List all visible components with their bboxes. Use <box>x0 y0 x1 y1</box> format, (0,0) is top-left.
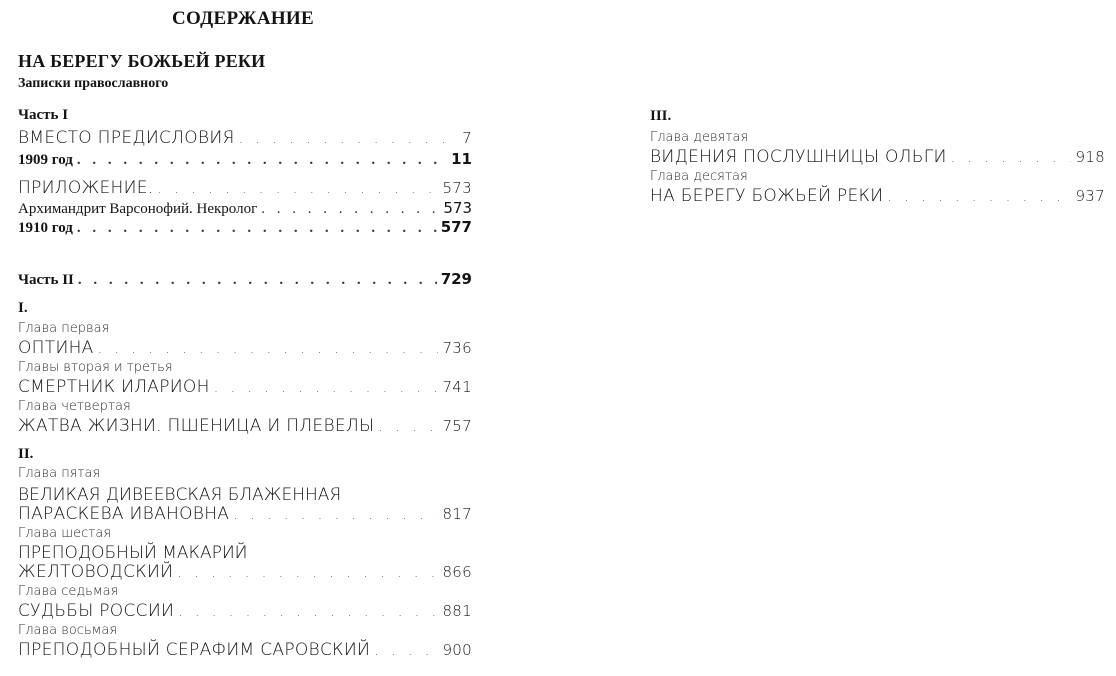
toc-entry-page: 937 <box>1075 187 1105 205</box>
dot-leader <box>887 190 1071 204</box>
toc-entry-page: 900 <box>442 641 472 659</box>
book-title: НА БЕРЕГУ БОЖЬЕЙ РЕКИ <box>18 51 266 71</box>
part-1-heading: Часть I <box>18 107 69 123</box>
toc-entry[interactable] <box>18 642 472 659</box>
toc-entry-title-line: ВЕЛИКАЯ ДИВЕЕВСКАЯ БЛАЖЕННАЯ <box>18 485 342 505</box>
toc-entry-title: ВМЕСТО ПРЕДИСЛОВИЯ <box>18 128 235 148</box>
toc-entry[interactable] <box>18 506 472 523</box>
toc-entry-page: 918 <box>1075 148 1105 166</box>
toc-entry-title: ВИДЕНИЯ ПОСЛУШНИЦЫ ОЛЬГИ <box>650 147 947 167</box>
dot-leader <box>951 151 1072 165</box>
toc-entry[interactable] <box>18 564 472 581</box>
toc-entry[interactable] <box>18 201 472 217</box>
toc-entry-page: 757 <box>442 417 472 435</box>
toc-entry-page: 866 <box>442 563 472 581</box>
toc-entry[interactable] <box>18 603 472 620</box>
dot-leader <box>158 182 439 196</box>
toc-entry-title: НА БЕРЕГУ БОЖЬЕЙ РЕКИ <box>650 186 884 206</box>
dot-leader <box>98 342 439 356</box>
toc-entry[interactable] <box>18 379 472 396</box>
dot-leader <box>77 221 437 236</box>
toc-entry-title-line: ПРЕПОДОБНЫЙ МАКАРИЙ <box>18 543 248 563</box>
dot-leader <box>261 202 439 217</box>
dot-leader <box>378 420 438 434</box>
part-2-heading: Часть II <box>18 272 74 288</box>
toc-entry-page: 729 <box>440 270 472 288</box>
section-heading: III. <box>650 108 672 124</box>
chapter-label: Глава шестая <box>18 526 112 541</box>
toc-entry-page: 736 <box>442 339 472 357</box>
chapter-label: Главы вторая и третья <box>18 360 173 375</box>
toc-entry-page: 7 <box>462 129 472 147</box>
toc-entry-title: ПРЕПОДОБНЫЙ СЕРАФИМ САРОВСКИЙ <box>18 640 371 660</box>
toc-entry-page: 573 <box>442 179 472 197</box>
toc-entry[interactable] <box>18 180 472 197</box>
toc-entry-page: 11 <box>451 150 472 168</box>
toc-entry-title: СУДЬБЫ РОССИИ <box>18 601 175 621</box>
toc-entry-title: ЖЕЛТОВОДСКИЙ <box>18 562 174 582</box>
toc-entry-page: 573 <box>443 199 472 217</box>
chapter-label: Глава четвертая <box>18 399 131 414</box>
toc-entry-page: 577 <box>440 218 472 236</box>
section-heading: II. <box>18 446 34 462</box>
dot-leader <box>77 153 447 168</box>
toc-entry[interactable] <box>18 340 472 357</box>
toc-entry-title: ПРИЛОЖЕНИЕ. <box>18 178 154 198</box>
toc-entry-page: 817 <box>442 505 472 523</box>
chapter-label: Глава девятая <box>650 130 749 145</box>
dot-leader <box>177 566 438 580</box>
toc-entry-part-2[interactable] <box>18 272 472 288</box>
chapter-label: Глава первая <box>18 321 110 336</box>
toc-entry[interactable] <box>18 152 472 168</box>
toc-entry[interactable] <box>650 149 1105 166</box>
book-subtitle: Записки православного <box>18 76 169 91</box>
page-title: СОДЕРЖАНИЕ <box>172 8 314 29</box>
toc-entry-title: ЖАТВА ЖИЗНИ. ПШЕНИЦА И ПЛЕВЕЛЫ <box>18 416 375 436</box>
toc-entry[interactable] <box>18 220 472 236</box>
chapter-label: Глава пятая <box>18 466 101 481</box>
toc-entry-title: 1910 год <box>18 220 73 236</box>
dot-leader <box>78 273 437 288</box>
chapter-label: Глава десятая <box>650 169 748 184</box>
dot-leader <box>239 132 459 146</box>
toc-entry-title: СМЕРТНИК ИЛАРИОН <box>18 377 210 397</box>
toc-entry[interactable] <box>650 188 1105 205</box>
dot-leader <box>233 508 438 522</box>
toc-entry-title: ОПТИНА <box>18 338 94 358</box>
toc-entry[interactable] <box>18 130 472 147</box>
toc-entry[interactable] <box>18 418 472 435</box>
chapter-label: Глава восьмая <box>18 623 118 638</box>
toc-entry-page: 881 <box>442 602 472 620</box>
section-heading: I. <box>18 300 28 316</box>
toc-entry-title: Архимандрит Варсонофий. Некролог <box>18 201 258 217</box>
toc-entry-title: 1909 год <box>18 152 73 168</box>
dot-leader <box>178 605 438 619</box>
dot-leader <box>374 644 438 658</box>
chapter-label: Глава седьмая <box>18 584 119 599</box>
dot-leader <box>214 381 439 395</box>
toc-entry-page: 741 <box>442 378 472 396</box>
toc-entry-title: ПАРАСКЕВА ИВАНОВНА <box>18 504 230 524</box>
